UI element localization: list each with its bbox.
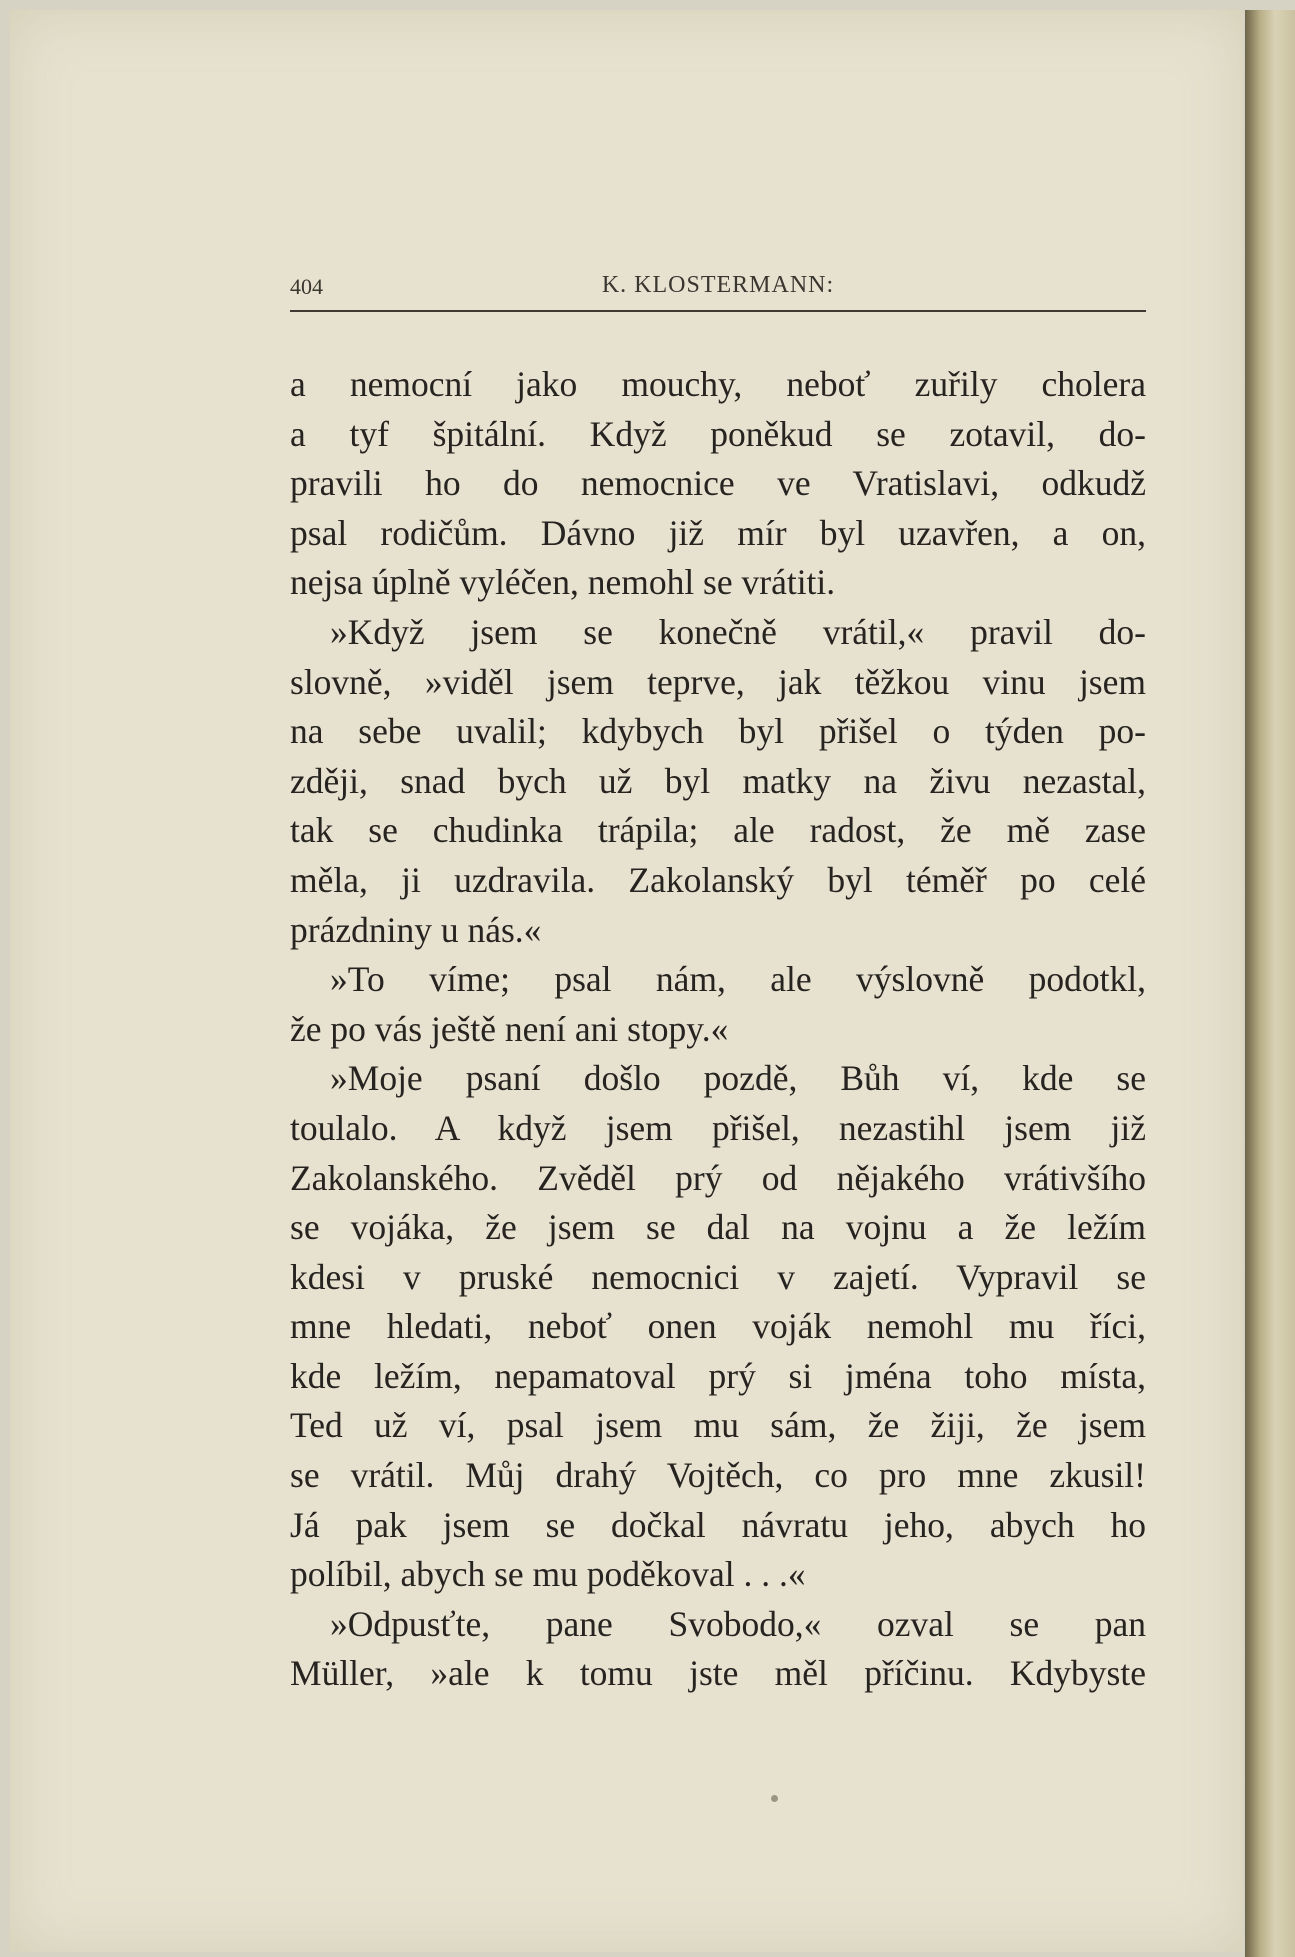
text-line: »Moje psaní došlo pozdě, Bůh ví, kde se bbox=[330, 1058, 1146, 1099]
text-line: »Když jsem se konečně vrátil,« pravil do- bbox=[330, 611, 1146, 652]
text-line: tak se chudinka trápila; ale radost, že mě zase bbox=[290, 810, 1146, 851]
text-line: měla, ji uzdravila. Zakolanský byl téměř po celé bbox=[290, 859, 1146, 900]
text-line: Müller, »ale k tomu jste měl příčinu. Kdybyste bbox=[290, 1653, 1146, 1694]
text-line: a tyf špitální. Když poněkud se zotavil, do- bbox=[290, 413, 1146, 454]
text-line: slovně, »viděl jsem teprve, jak těžkou vinu jsem bbox=[290, 661, 1146, 702]
paper-speck bbox=[771, 1795, 778, 1802]
text-line: »Odpusťte, pane Svobodo,« ozval se pan bbox=[330, 1603, 1146, 1644]
text-line: kdesi v pruské nemocnici v zajetí. Vypravil se bbox=[290, 1256, 1146, 1297]
body-text bbox=[290, 360, 1146, 1699]
text-line: na sebe uvalil; kdybych byl přišel o týden po- bbox=[290, 711, 1146, 752]
text-line: Já pak jsem se dočkal návratu jeho, abych ho bbox=[290, 1504, 1146, 1545]
text-line: pravili ho do nemocnice ve Vratislavi, odkudž bbox=[290, 463, 1146, 504]
text-line: že po vás ještě není ani stopy.« bbox=[290, 1008, 729, 1049]
text-line: Ted už ví, psal jsem mu sám, že žiji, že jsem bbox=[290, 1405, 1146, 1446]
text-line: políbil, abych se mu poděkoval . . .« bbox=[290, 1554, 806, 1595]
text-line: mne hledati, neboť onen voják nemohl mu říci, bbox=[290, 1306, 1146, 1347]
text-line: nejsa úplně vyléčen, nemohl se vrátiti. bbox=[290, 562, 836, 603]
page-header bbox=[290, 270, 1146, 312]
text-line: toulalo. A když jsem přišel, nezastihl jsem již bbox=[290, 1107, 1146, 1148]
text-line: a nemocní jako mouchy, neboť zuřily cholera bbox=[290, 364, 1146, 404]
text-line: se vojáka, že jsem se dal na vojnu a že ležím bbox=[290, 1207, 1146, 1248]
text-line: zději, snad bych už byl matky na živu nezastal, bbox=[290, 760, 1146, 801]
page-edge-shadow bbox=[1245, 10, 1295, 1957]
text-line: kde ležím, nepamatoval prý si jména toho místa, bbox=[290, 1355, 1146, 1396]
text-line: psal rodičům. Dávno již mír byl uzavřen, a on, bbox=[290, 512, 1146, 553]
text-line: »To víme; psal nám, ale výslovně podotkl, bbox=[330, 959, 1146, 1000]
text-line: prázdniny u nás.« bbox=[290, 909, 542, 950]
text-line: se vrátil. Můj drahý Vojtěch, co pro mne zkusil! bbox=[290, 1455, 1146, 1496]
text-line: Zakolanského. Zvěděl prý od nějakého vrátivšího bbox=[290, 1157, 1146, 1198]
page-number: 404 bbox=[290, 274, 323, 299]
running-title: K. KLOSTERMANN: bbox=[601, 272, 835, 298]
